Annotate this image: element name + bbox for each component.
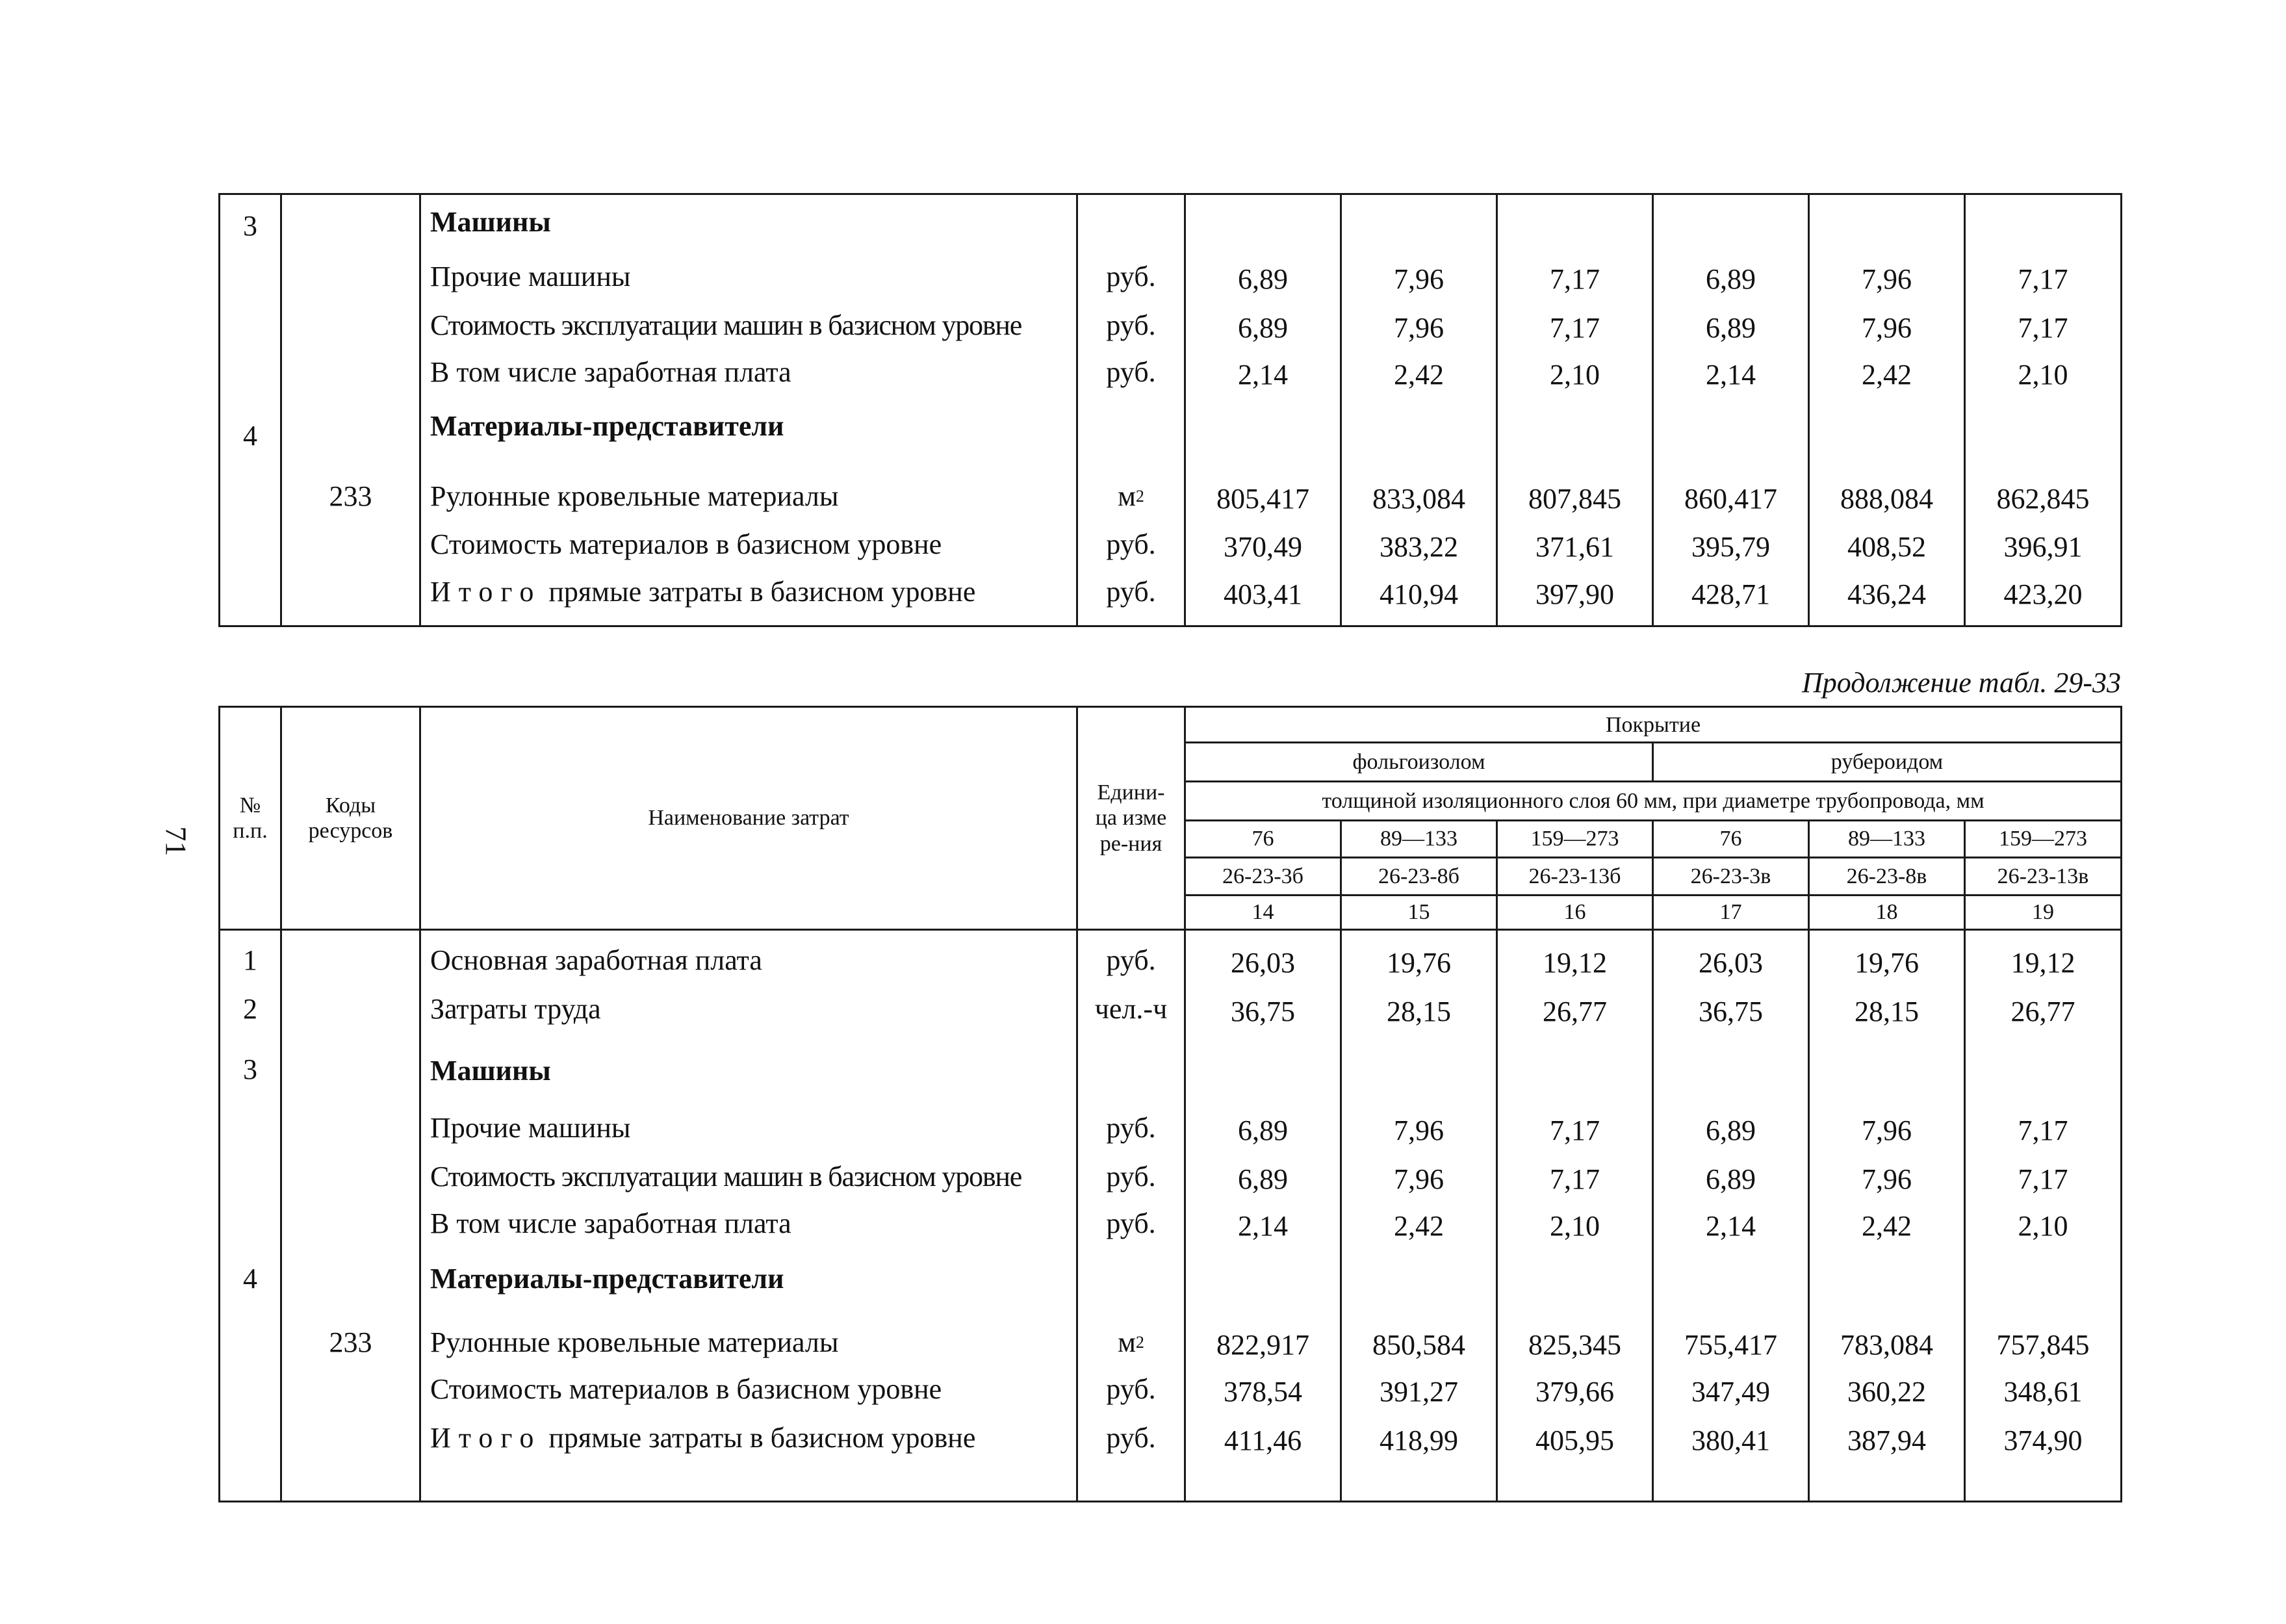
header-diameter: 76 [1185,820,1341,858]
value-column-19 [1965,930,2122,1502]
cell-value: 6,89 [1706,263,1756,295]
cell-value: 7,17 [1550,263,1600,295]
cell-value: 347,49 [1691,1376,1770,1408]
cell-value: 7,96 [1862,1115,1912,1146]
cell-value: 2,42 [1862,359,1912,391]
cost-row-label: Прочие машины [430,261,631,292]
cost-row-label: Стоимость эксплуатации машин в базисном уровне [430,1161,1022,1192]
cell-value: 360,22 [1847,1376,1926,1408]
cost-row-label: В том числе заработная плата [430,356,791,388]
header-resource-codes [281,707,420,930]
cell-value: 370,49 [1224,531,1302,563]
cell-value: 6,89 [1706,1163,1756,1195]
unit-value [1078,355,1184,389]
header-resource-codes-label: Коды ресурсов [308,793,393,843]
header-diameter: 89—133 [1341,820,1497,858]
value-column-16 [1497,930,1653,1502]
cost-row-label: Стоимость материалов в базисном уровне [430,528,942,560]
cell-value: 371,61 [1535,531,1614,563]
header-norm-code: 26-23-3в [1653,858,1809,896]
cell-value: 822,917 [1216,1329,1309,1361]
cell-value: 36,75 [1699,996,1763,1027]
header-column-number: 14 [1185,895,1341,929]
cell-value: 26,77 [2010,996,2075,1027]
cost-row-label: Затраты труда [430,993,601,1025]
table-continuation-caption: Продолжение табл. 29-33 [1802,667,2121,699]
cost-name-column [420,930,1077,1502]
unit-value [1078,309,1184,342]
header-column-number: 16 [1497,895,1653,929]
cell-value: 28,15 [1387,996,1451,1027]
row-number: 4 [243,1263,257,1295]
cell-value: 2,42 [1394,1210,1444,1242]
cell-value: 411,46 [1224,1424,1302,1456]
unit-column [1077,194,1185,626]
cell-value: 405,95 [1535,1424,1614,1456]
cell-value: 2,14 [1238,359,1288,391]
unit-text: руб. [1106,944,1156,976]
section-title-materials: Материалы-представители [430,410,784,442]
unit-text: руб. [1106,528,1156,560]
cell-value: 757,845 [1996,1329,2090,1361]
value-column-14 [1185,930,1341,1502]
cell-value: 7,96 [1862,263,1912,295]
cell-value: 7,96 [1394,312,1444,344]
cell-value: 26,77 [1543,996,1607,1027]
unit-text: руб. [1106,1112,1156,1144]
cost-table-bottom [218,706,2122,1502]
cell-value: 783,084 [1840,1329,1933,1361]
cell-value: 374,90 [2003,1424,2083,1456]
cell-value: 6,89 [1238,312,1288,344]
unit-value [1078,944,1184,977]
unit-text: чел.-ч [1094,993,1168,1025]
header-diameter: 76 [1653,820,1809,858]
header-diameter: 159—273 [1965,820,2122,858]
header-unit [1077,707,1185,930]
header-cost-name-label: Наименование затрат [648,806,849,831]
row-number: 3 [243,210,257,242]
cell-value: 825,345 [1528,1329,1621,1361]
cell-value: 378,54 [1224,1376,1302,1408]
unit-text: м [1118,1326,1136,1358]
value-column-18 [1809,194,1965,626]
cell-value: 379,66 [1535,1376,1614,1408]
total-label-spaced: Итого [430,576,542,608]
unit-text: м [1118,480,1136,512]
header-column-number: 19 [1965,895,2122,929]
header-diameter: 89—133 [1809,820,1965,858]
unit-text: руб. [1106,261,1156,292]
value-column-18 [1809,930,1965,1502]
cost-row-label [421,575,1076,608]
cell-value: 7,17 [1550,1115,1600,1146]
cell-value: 410,94 [1380,578,1458,610]
cost-row-label: Рулонные кровельные материалы [430,480,839,512]
cell-value: 805,417 [1216,483,1309,515]
cell-value: 395,79 [1691,531,1770,563]
cell-value: 2,10 [2018,1210,2068,1242]
unit-value [1078,992,1184,1025]
cell-value: 348,61 [2003,1376,2083,1408]
cell-value: 7,96 [1394,1163,1444,1195]
cell-value: 7,17 [1550,312,1600,344]
cell-value: 383,22 [1380,531,1458,563]
unit-value [1078,480,1184,513]
cell-value: 380,41 [1691,1424,1770,1456]
cell-value: 418,99 [1380,1424,1458,1456]
cell-value: 7,17 [2018,312,2068,344]
unit-superscript: 2 [1135,486,1144,506]
header-group-ruberoid: рубероидом [1653,743,2122,782]
cell-value: 860,417 [1684,483,1777,515]
value-column-15 [1341,930,1497,1502]
cell-value: 833,084 [1372,483,1465,515]
cell-value: 428,71 [1691,578,1770,610]
cell-value: 6,89 [1238,1163,1288,1195]
value-column-15 [1341,194,1497,626]
cell-value: 2,42 [1394,359,1444,391]
cell-value: 862,845 [1996,483,2090,515]
cell-value: 19,76 [1855,947,1919,979]
cell-value: 36,75 [1231,996,1295,1027]
cell-value: 2,42 [1862,1210,1912,1242]
unit-value [1078,1160,1184,1193]
header-norm-code: 26-23-13в [1965,858,2122,896]
cell-value: 396,91 [2003,531,2083,563]
value-column-16 [1497,194,1653,626]
cost-row-label: Рулонные кровельные материалы [430,1326,839,1358]
resource-code-column [281,930,420,1502]
cell-value: 2,10 [1550,359,1600,391]
unit-column [1077,930,1185,1502]
section-title-machines: Машины [430,1055,551,1087]
header-norm-code: 26-23-13б [1497,858,1653,896]
row-number-column [220,194,281,626]
cost-row-label: Прочие машины [430,1112,631,1144]
cell-value: 408,52 [1847,531,1926,563]
unit-text: руб. [1106,309,1156,341]
resource-code-column [281,194,420,626]
header-span: толщиной изоляционного слоя 60 мм, при диаметре трубопровода, мм [1185,782,2122,821]
unit-text: руб. [1106,356,1156,388]
cell-value: 7,96 [1862,1163,1912,1195]
cell-value: 26,03 [1231,947,1295,979]
unit-value [1078,575,1184,608]
cell-value: 807,845 [1528,483,1621,515]
cell-value: 7,96 [1394,263,1444,295]
cell-value: 6,89 [1706,312,1756,344]
header-column-number: 18 [1809,895,1965,929]
cell-value: 19,12 [2010,947,2075,979]
cell-value: 755,417 [1684,1329,1777,1361]
unit-text: руб. [1106,576,1156,608]
header-cover: Покрытие [1185,707,2122,743]
cell-value: 850,584 [1372,1329,1465,1361]
row-number-column [220,930,281,1502]
unit-text: руб. [1106,1373,1156,1405]
total-label-spaced: Итого [430,1422,542,1454]
cell-value: 6,89 [1706,1115,1756,1146]
cell-value: 7,17 [1550,1163,1600,1195]
header-diameter: 159—273 [1497,820,1653,858]
resource-code: 233 [329,1326,372,1358]
cell-value: 26,03 [1699,947,1763,979]
cell-value: 403,41 [1224,578,1302,610]
unit-value [1078,1111,1184,1144]
row-number: 2 [243,993,257,1025]
value-column-14 [1185,194,1341,626]
value-column-19 [1965,194,2122,626]
cell-value: 2,14 [1238,1210,1288,1242]
cell-value: 423,20 [2003,578,2083,610]
row-number: 1 [243,944,257,976]
header-norm-code: 26-23-3б [1185,858,1341,896]
unit-text: руб. [1106,1161,1156,1192]
header-unit-label: Едини-ца измере-ния [1095,780,1167,856]
cell-value: 2,10 [1550,1210,1600,1242]
cost-row-label: Основная заработная плата [430,944,762,976]
header-column-number: 15 [1341,895,1497,929]
cost-row-label: Стоимость эксплуатации машин в базисном уровне [430,309,1022,341]
header-column-number: 17 [1653,895,1809,929]
unit-value [1078,260,1184,293]
cell-value: 2,10 [2018,359,2068,391]
total-label-rest: прямые затраты в базисном уровне [541,576,976,608]
cell-value: 391,27 [1380,1376,1458,1408]
resource-code: 233 [329,480,372,512]
cell-value: 2,14 [1706,1210,1756,1242]
cost-table-top [218,193,2122,627]
unit-value [1078,1373,1184,1406]
cost-name-column [420,194,1077,626]
row-number: 4 [243,420,257,452]
header-norm-code: 26-23-8б [1341,858,1497,896]
cell-value: 28,15 [1855,996,1919,1027]
unit-value [1078,1326,1184,1359]
cell-value: 19,12 [1543,947,1607,979]
cell-value: 436,24 [1847,578,1926,610]
cost-row-label: Стоимость материалов в базисном уровне [430,1373,942,1405]
header-group-foil: фольгоизолом [1185,743,1653,782]
header-norm-code: 26-23-8в [1809,858,1965,896]
unit-value [1078,1207,1184,1240]
header-row-number-label: № п.п. [233,793,268,843]
section-title-materials: Материалы-представители [430,1263,784,1295]
cell-value: 6,89 [1238,263,1288,295]
unit-text: руб. [1106,1422,1156,1454]
cell-value: 888,084 [1840,483,1933,515]
section-title-machines: Машины [430,206,551,238]
unit-superscript: 2 [1135,1332,1144,1352]
unit-text: руб. [1106,1207,1156,1239]
value-column-17 [1653,194,1809,626]
cell-value: 387,94 [1847,1424,1926,1456]
cell-value: 7,96 [1862,312,1912,344]
cell-value: 6,89 [1238,1115,1288,1146]
unit-value [1078,528,1184,561]
page-number: 71 [159,826,193,857]
cell-value: 2,14 [1706,359,1756,391]
cell-value: 7,96 [1394,1115,1444,1146]
cell-value: 397,90 [1535,578,1614,610]
header-cost-name [420,707,1077,930]
cost-row-label: В том числе заработная плата [430,1207,791,1239]
cell-value: 7,17 [2018,1163,2068,1195]
header-row-number [220,707,281,930]
unit-value [1078,1421,1184,1454]
cell-value: 7,17 [2018,1115,2068,1146]
row-number: 3 [243,1053,257,1085]
value-column-17 [1653,930,1809,1502]
cell-value: 7,17 [2018,263,2068,295]
total-label-rest: прямые затраты в базисном уровне [541,1422,976,1454]
cell-value: 19,76 [1387,947,1451,979]
cost-row-label [421,1421,1076,1454]
